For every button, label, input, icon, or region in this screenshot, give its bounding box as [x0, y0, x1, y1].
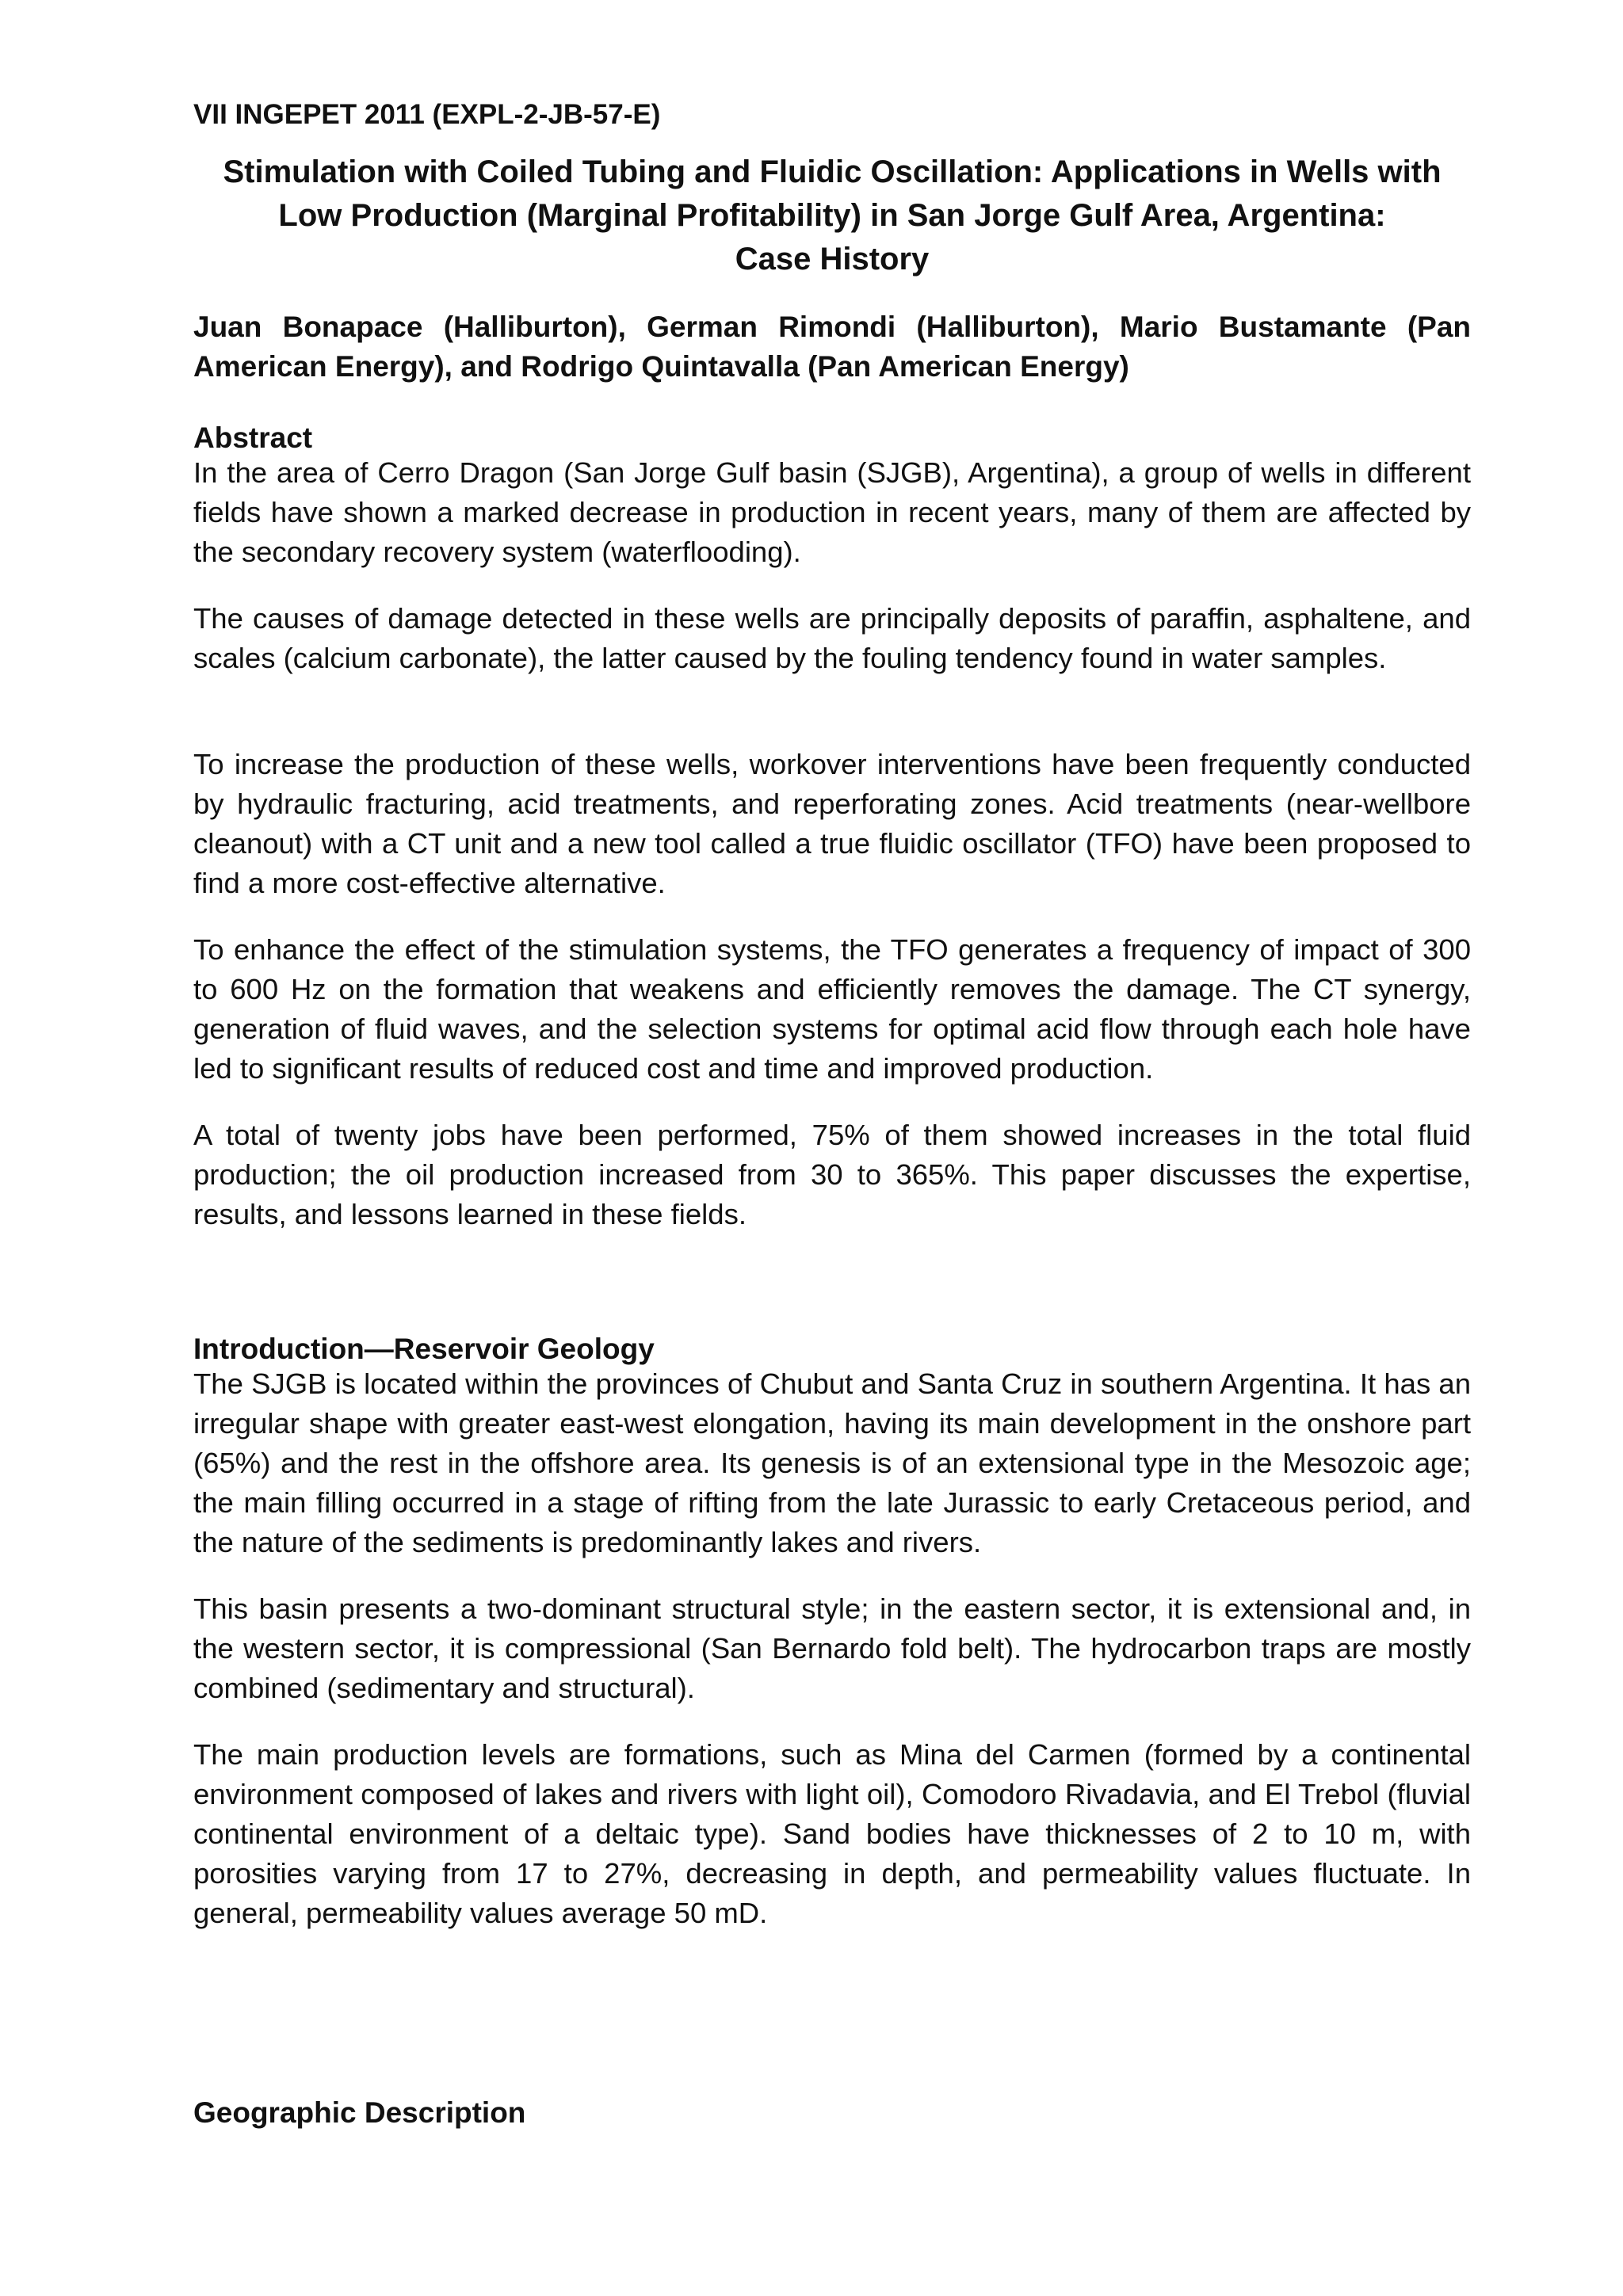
abstract-paragraph: The causes of damage detected in these wells are principally deposits of paraffin, asphaltene, and scales (calcium carbonate), the latter caused by the fouling tendency found in water samples. — [193, 602, 1471, 674]
abstract-paragraph: To enhance the effect of the stimulation systems, the TFO generates a frequency of impact of 300 to 600 Hz on the formation that weakens and efficiently removes the damage. The CT synergy, generation of fluid waves, and the selection systems for optimal acid flow through each hole have led to significant results of reduced cost and time and improved production. — [193, 933, 1471, 1085]
introduction-paragraph: The main production levels are formations, such as Mina del Carmen (formed by a continental environment composed of lakes and rivers with light oil), Comodoro Rivadavia, and El Trebol (fluvial continental environment of a deltaic type). Sand bodies have thicknesses of 2 to 10 m, with porosities varying from 17 to 27%, decreasing in depth, and permeability values fluctuate. In general, permeability values average 50 mD. — [193, 1738, 1471, 1929]
title-line: Stimulation with Coiled Tubing and Fluidic Oscillation: Applications in Wells with — [223, 154, 1442, 189]
author-list: Juan Bonapace (Halliburton), German Rimondi (Halliburton), Mario Bustamante (Pan American Energy), and Rodrigo Quintavalla (Pan American Energy) — [193, 311, 1471, 383]
abstract-paragraph: In the area of Cerro Dragon (San Jorge Gulf basin (SJGB), Argentina), a group of wells in different fields have shown a marked decrease in production in recent years, many of them are affected by the secondary recovery system (waterflooding). — [193, 456, 1471, 568]
conference-code: VII INGEPET 2011 (EXPL-2-JB-57-E) — [193, 99, 661, 130]
abstract-paragraph: A total of twenty jobs have been performed, 75% of them showed increases in the total fluid production; the oil production increased from 30 to 365%. This paper discusses the expertise, results, and lessons learned in these fields. — [193, 1119, 1471, 1230]
title-line: Case History — [735, 242, 930, 277]
introduction-heading: Introduction—Reservoir Geology — [193, 1333, 655, 1365]
paper-title — [193, 151, 1471, 281]
introduction-paragraph: This basin presents a two-dominant structural style; in the eastern sector, it is extensional and, in the western sector, it is compressional (San Bernardo fold belt). The hydrocarbon traps are mostly combined (sedimentary and structural). — [193, 1592, 1471, 1704]
introduction-paragraph: The SJGB is located within the provinces of Chubut and Santa Cruz in southern Argentina. It has an irregular shape with greater east-west elongation, having its main development in the onshore part (65%) and the rest in the offshore area. Its genesis is of an extensional type in the Mesozoic age; the main filling occurred in a stage of rifting from the late Jurassic to early Cretaceous period, and the nature of the sediments is predominantly lakes and rivers. — [193, 1367, 1471, 1558]
abstract-heading: Abstract — [193, 421, 313, 454]
abstract-paragraph: To increase the production of these wells, workover interventions have been frequently conducted by hydraulic fracturing, acid treatments, and reperforating zones. Acid treatments (near-wellbore cleanout) with a CT unit and a new tool called a true fluidic oscillator (TFO) have been proposed to find a more cost-effective alternative. — [193, 748, 1471, 899]
geographic-heading: Geographic Description — [193, 2096, 526, 2129]
title-line: Low Production (Marginal Profitability) in San Jorge Gulf Area, Argentina: — [278, 198, 1386, 233]
